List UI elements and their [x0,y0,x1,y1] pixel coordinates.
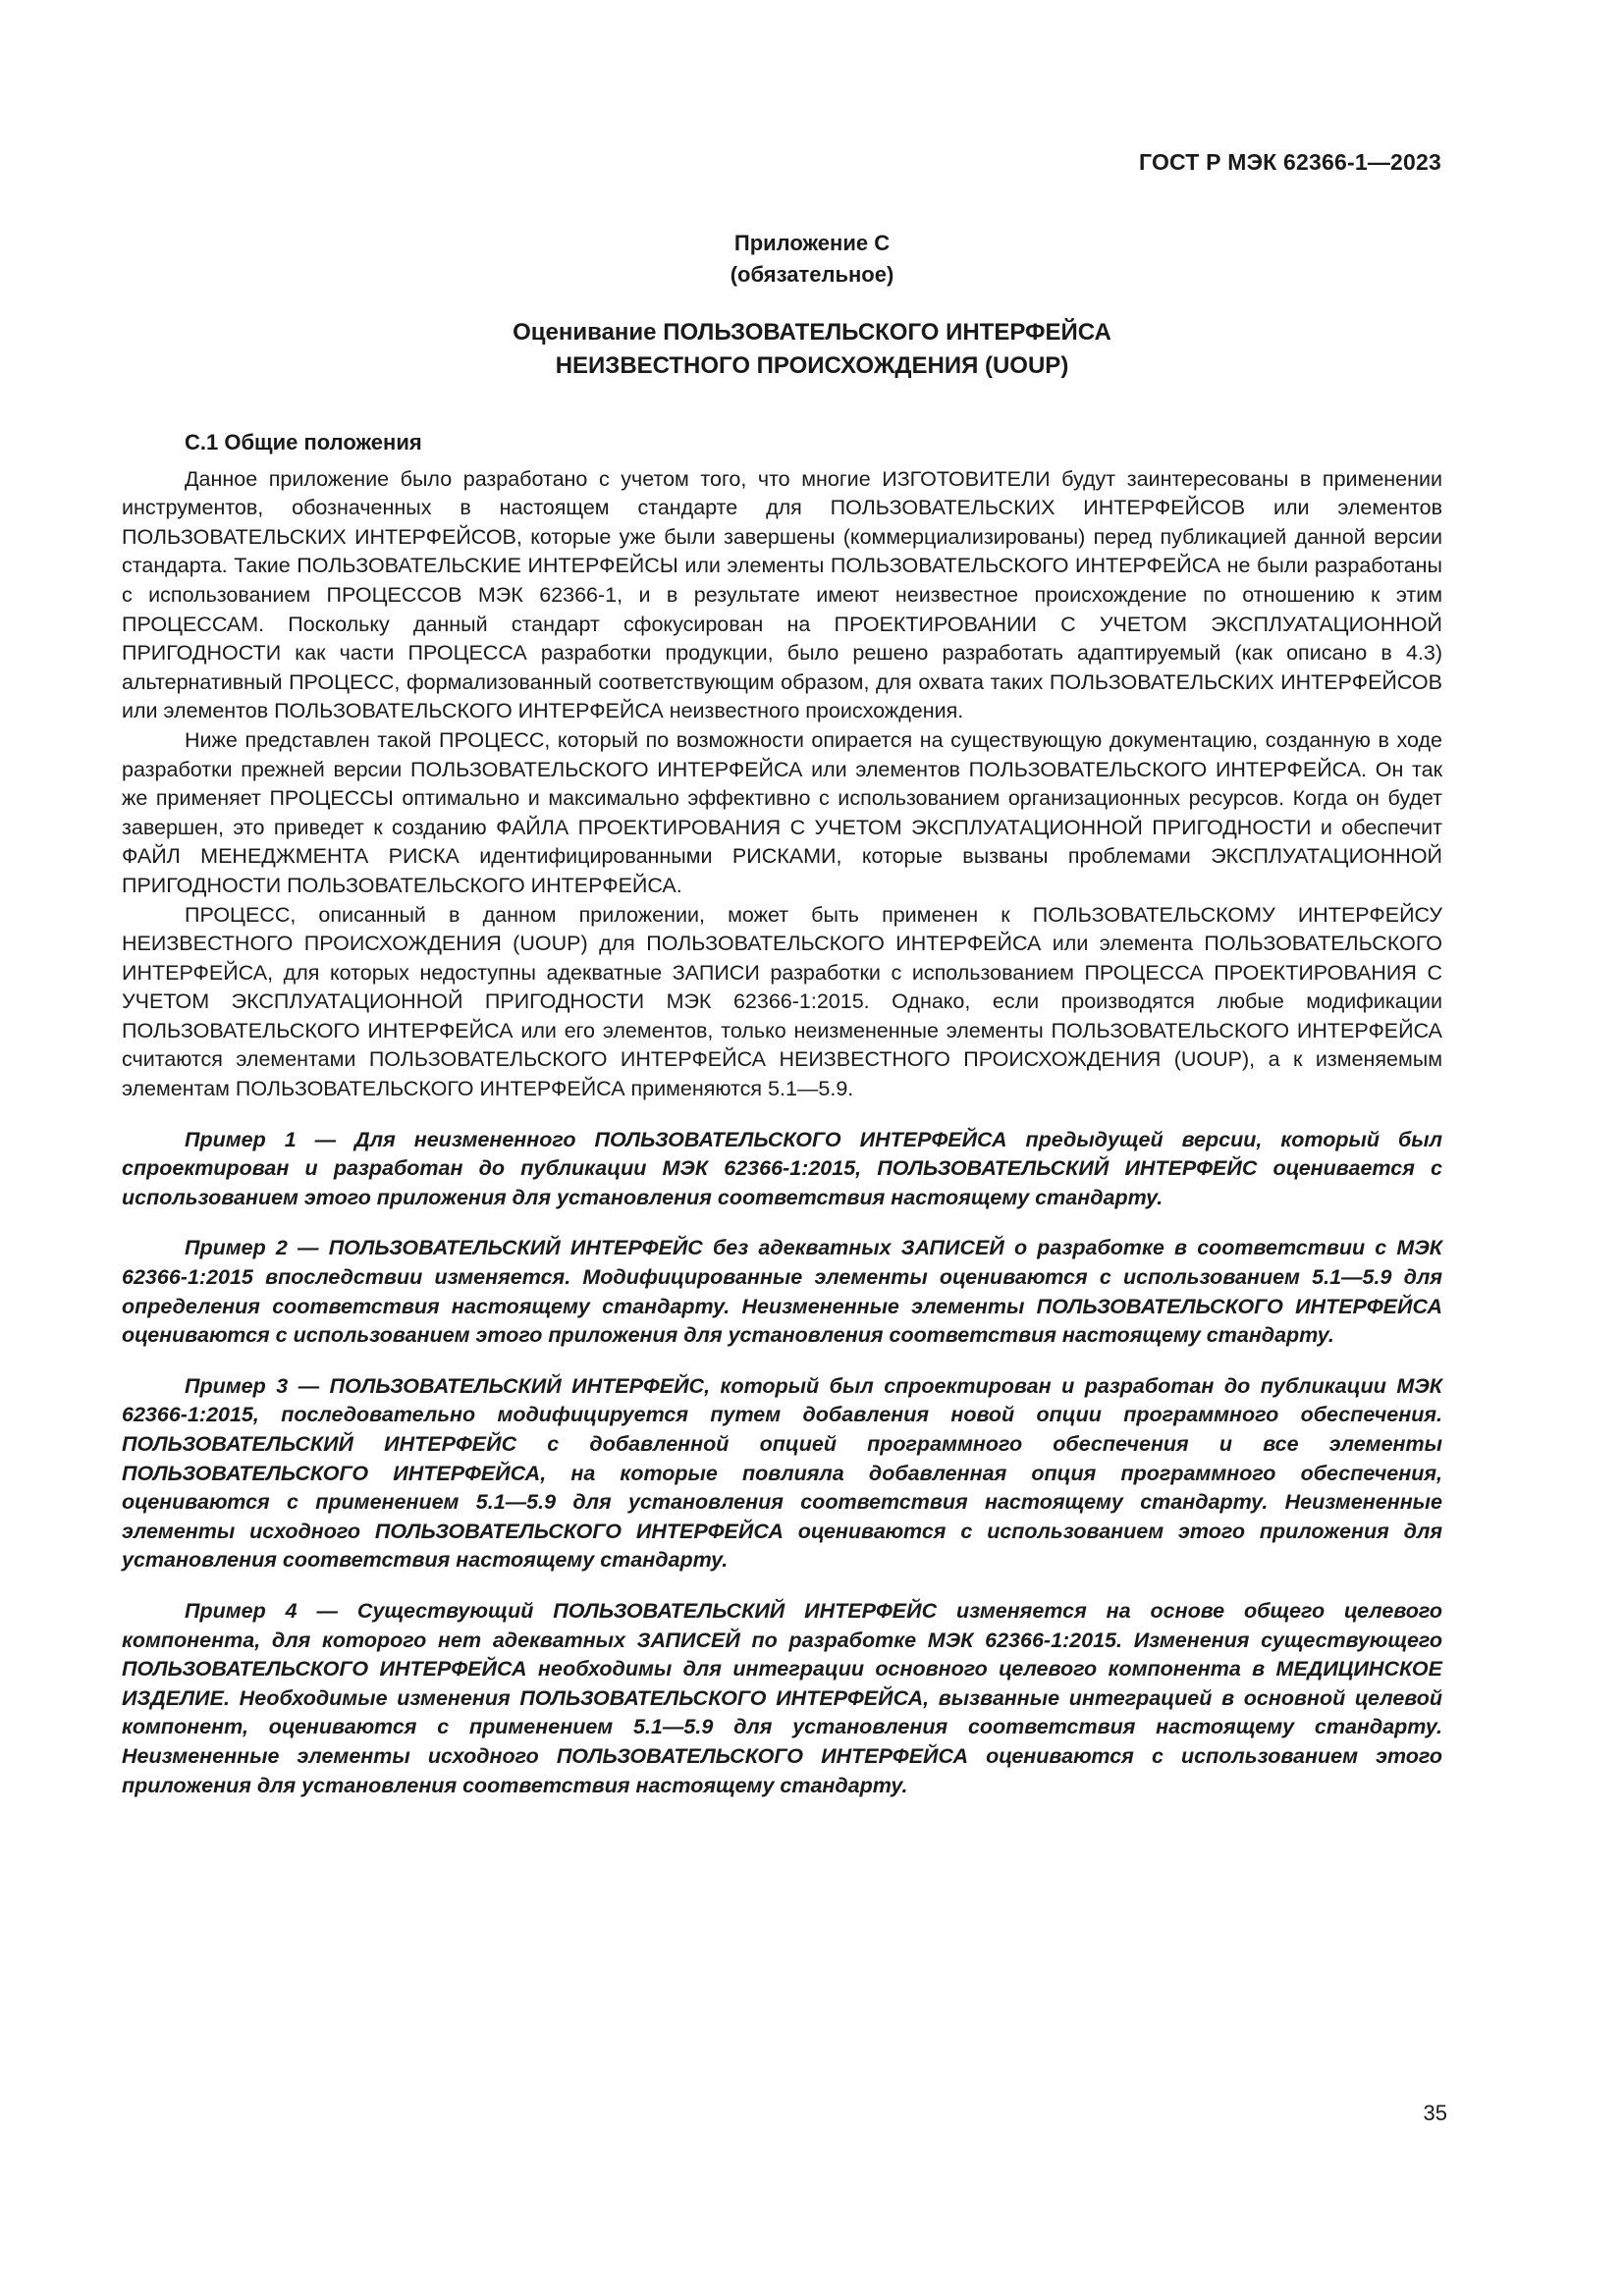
section-content [122,428,1442,1800]
document-code: ГОСТ Р МЭК 62366-1—2023 [1139,149,1441,175]
annex-status: (обязательное) [730,262,894,287]
annex-label: Приложение С [733,231,891,255]
example-3: Пример 3 — ПОЛЬЗОВАТЕЛЬСКИЙ ИНТЕРФЕЙС, который был спроектирован и разработан до публикации МЭК 62366-1:2015, последовательно модифицируется путем добавления новой опции программного обеспечения. ПОЛЬЗОВАТЕЛЬСКИЙ ИНТЕРФЕЙС с добавленной опцией программного обеспечения и все элементы ПОЛЬЗОВАТЕЛЬСКОГО ИНТЕРФЕЙСА, на которые повлияла добавленная опция программного обеспечения, оцениваются с применением 5.1—5.9 для установления соответствия настоящему стандарту. Неизмененные элементы исходного ПОЛЬЗОВАТЕЛЬСКОГО ИНТЕРФЕЙСА оцениваются с использованием этого приложения для установления соответствия настоящему стандарту. [122,1373,1442,1573]
section-heading: С.1 Общие положения [185,430,422,454]
page-number: 35 [1423,2101,1447,2125]
annex-title [0,316,1624,383]
annex-title-line-1: Оценивание ПОЛЬЗОВАТЕЛЬСКОГО ИНТЕРФЕЙСА [513,319,1111,346]
example-2: Пример 2 — ПОЛЬЗОВАТЕЛЬСКИЙ ИНТЕРФЕЙС без адекватных ЗАПИСЕЙ о разработке в соответствии с МЭК 62366-1:2015 впоследствии изменяется. Модифицированные элементы оцениваются с использованием 5.1—5.9 для определения соответствия настоящему стандарту. Неизмененные элементы ПОЛЬЗОВАТЕЛЬСКОГО ИНТЕРФЕЙСА оцениваются с использованием этого приложения для установления соответствия настоящему стандарту. [122,1236,1442,1348]
paragraph: Ниже представлен такой ПРОЦЕСС, который по возможности опирается на существующую документацию, созданную в ходе разработки прежней версии ПОЛЬЗОВАТЕЛЬСКОГО ИНТЕРФЕЙСА или элементов ПОЛЬЗОВАТЕЛЬСКОГО ИНТЕРФЕЙСА. Он так же применяет ПРОЦЕССЫ оптимально и максимально эффективно с использованием организационных ресурсов. Когда он будет завершен, это приведет к созданию ФАЙЛА ПРОЕКТИРОВАНИЯ С УЧЕТОМ ЭКСПЛУАТАЦИОННОЙ ПРИГОДНОСТИ и обеспечит ФАЙЛ МЕНЕДЖМЕНТА РИСКА идентифицированными РИСКАМИ, которые вызваны проблемами ЭКСПЛУАТАЦИОННОЙ ПРИГОДНОСТИ ПОЛЬЗОВАТЕЛЬСКОГО ИНТЕРФЕЙСА. [122,727,1442,897]
annex-title-line-2: НЕИЗВЕСТНОГО ПРОИСХОЖДЕНИЯ (UOUP) [555,352,1069,379]
example-1: Пример 1 — Для неизмененного ПОЛЬЗОВАТЕЛЬСКОГО ИНТЕРФЕЙСА предыдущей версии, который был спроектирован и разработан до публикации МЭК 62366-1:2015, ПОЛЬЗОВАТЕЛЬСКИЙ ИНТЕРФЕЙС оценивается с использованием этого приложения для установления соответствия настоящему стандарту. [122,1127,1442,1209]
paragraph: ПРОЦЕСС, описанный в данном приложении, может быть применен к ПОЛЬЗОВАТЕЛЬСКОМУ ИНТЕРФЕЙСУ НЕИЗВЕСТНОГО ПРОИСХОЖДЕНИЯ (UOUP) для ПОЛЬЗОВАТЕЛЬСКОГО ИНТЕРФЕЙСА или элемента ПОЛЬЗОВАТЕЛЬСКОГО ИНТЕРФЕЙСА, для которых недоступны адекватные ЗАПИСИ разработки с использованием ПРОЦЕССА ПРОЕКТИРОВАНИЯ С УЧЕТОМ ЭКСПЛУАТАЦИОННОЙ ПРИГОДНОСТИ МЭК 62366-1:2015. Однако, если производятся любые модификации ПОЛЬЗОВАТЕЛЬСКОГО ИНТЕРФЕЙСА или его элементов, только неизмененные элементы ПОЛЬЗОВАТЕЛЬСКОГО ИНТЕРФЕЙСА считаются элементами ПОЛЬЗОВАТЕЛЬСКОГО ИНТЕРФЕЙСА НЕИЗВЕСТНОГО ПРОИСХОЖДЕНИЯ (UOUP), а к изменяемым элементам ПОЛЬЗОВАТЕЛЬСКОГО ИНТЕРФЕЙСА применяются 5.1—5.9. [122,902,1442,1101]
paragraph: Данное приложение было разработано с учетом того, что многие ИЗГОТОВИТЕЛИ будут заинтересованы в применении инструментов, обозначенных в настоящем стандарте для ПОЛЬЗОВАТЕЛЬСКИХ ИНТЕРФЕЙСОВ или элементов ПОЛЬЗОВАТЕЛЬСКИХ ИНТЕРФЕЙСОВ, которые уже были завершены (коммерциализированы) перед публикацией данной версии стандарта. Такие ПОЛЬЗОВАТЕЛЬСКИЕ ИНТЕРФЕЙСЫ или элементы ПОЛЬЗОВАТЕЛЬСКОГО ИНТЕРФЕЙСА не были разработаны с использованием ПРОЦЕССОВ МЭК 62366-1, и в результате имеют неизвестное происхождение по отношению к этим ПРОЦЕССАМ. Поскольку данный стандарт сфокусирован на ПРОЕКТИРОВАНИИ С УЧЕТОМ ЭКСПЛУАТАЦИОННОЙ ПРИГОДНОСТИ как части ПРОЦЕССА разработки продукции, было решено разработать адаптируемый (как описано в 4.3) альтернативный ПРОЦЕСС, формализованный соответствующим образом, для охвата таких ПОЛЬЗОВАТЕЛЬСКИХ ИНТЕРФЕЙСОВ или элементов ПОЛЬЗОВАТЕЛЬСКОГО ИНТЕРФЕЙСА неизвестного происхождения. [122,466,1442,723]
example-4: Пример 4 — Существующий ПОЛЬЗОВАТЕЛЬСКИЙ ИНТЕРФЕЙС изменяется на основе общего целевого компонента, для которого нет адекватных ЗАПИСЕЙ по разработке МЭК 62366-1:2015. Изменения существующего ПОЛЬЗОВАТЕЛЬСКОГО ИНТЕРФЕЙСА необходимы для интеграции основного целевого компонента в МЕДИЦИНСКОЕ ИЗДЕЛИЕ. Необходимые изменения ПОЛЬЗОВАТЕЛЬСКОГО ИНТЕРФЕЙСА, вызванные интеграцией в основной целевой компонент, оцениваются с применением 5.1—5.9 для установления соответствия настоящему стандарту. Неизмененные элементы исходного ПОЛЬЗОВАТЕЛЬСКОГО ИНТЕРФЕЙСА оцениваются с использованием этого приложения для установления соответствия настоящему стандарту. [122,1598,1442,1797]
annex-heading [0,228,1624,291]
